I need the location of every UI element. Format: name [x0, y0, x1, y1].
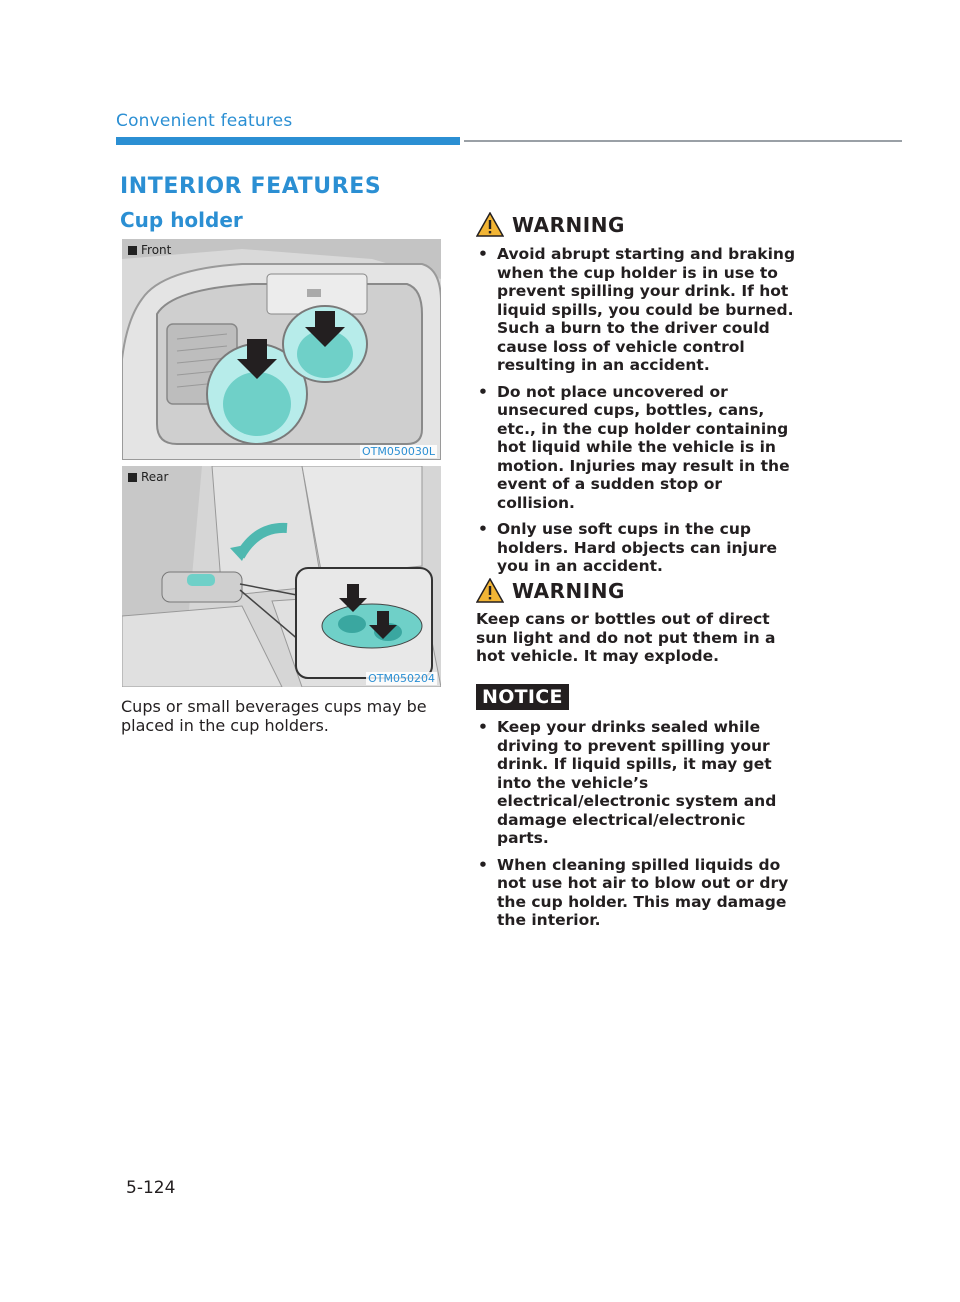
- figure-code: OTM050204: [368, 672, 435, 685]
- subsection-title: Cup holder: [120, 208, 243, 232]
- page-number: 5-124: [126, 1178, 176, 1198]
- rear-cup-holder-image: [122, 466, 441, 687]
- notice-badge: NOTICE: [476, 684, 569, 710]
- notice-list: [477, 718, 799, 938]
- figure-label-text: Rear: [141, 470, 169, 484]
- list-item: • Avoid abrupt starting and braking when the cup holder is in use to prevent spilling your drink. If hot liquid spills, you could be burned. Such a burn to the driver could cause loss of vehicle control resulting in an accident.: [477, 245, 799, 375]
- square-bullet-icon: [128, 473, 137, 482]
- section-title: INTERIOR FEATURES: [120, 174, 382, 199]
- list-item: • Do not place uncovered or unsecured cups, bottles, cans, etc., in the cup holder containing hot liquid while the vehicle is in motion. Injuries may result in the event of a sudden stop or collision.: [477, 383, 799, 513]
- body-paragraph: Cups or small beverages cups may be placed in the cup holders.: [121, 697, 427, 735]
- warning-triangle-icon: [476, 578, 504, 603]
- warning-triangle-icon: [476, 212, 504, 237]
- figure-code: OTM050030L: [362, 445, 435, 458]
- warning-heading: [476, 578, 625, 603]
- chapter-title: Convenient features: [116, 111, 293, 131]
- list-item: • When cleaning spilled liquids do not use hot air to blow out or dry the cup holder. This may damage the interior.: [477, 856, 799, 930]
- warning-title: WARNING: [512, 212, 625, 237]
- warning-title: WARNING: [512, 578, 625, 603]
- figure-label: [128, 243, 171, 257]
- warning-text: Keep cans or bottles out of direct sun light and do not put them in a hot vehicle. It may explode.: [476, 610, 776, 665]
- figure-label-text: Front: [141, 243, 172, 257]
- rear-seat-illustration: [122, 466, 441, 687]
- warning-heading: [476, 212, 625, 237]
- warning-list: [477, 245, 799, 584]
- header-rule: [464, 140, 902, 142]
- front-console-illustration: [122, 239, 441, 460]
- list-item: • Keep your drinks sealed while driving to prevent spilling your drink. If liquid spills, it may get into the vehicle’s electrical/electronic system and damage electrical/electronic parts.: [477, 718, 799, 848]
- figure-label: [128, 470, 168, 484]
- list-item: • Only use soft cups in the cup holders. Hard objects can injure you in an accident.: [477, 520, 799, 576]
- square-bullet-icon: [128, 246, 137, 255]
- header-accent-bar: [116, 137, 460, 145]
- front-cup-holder-image: [122, 239, 441, 460]
